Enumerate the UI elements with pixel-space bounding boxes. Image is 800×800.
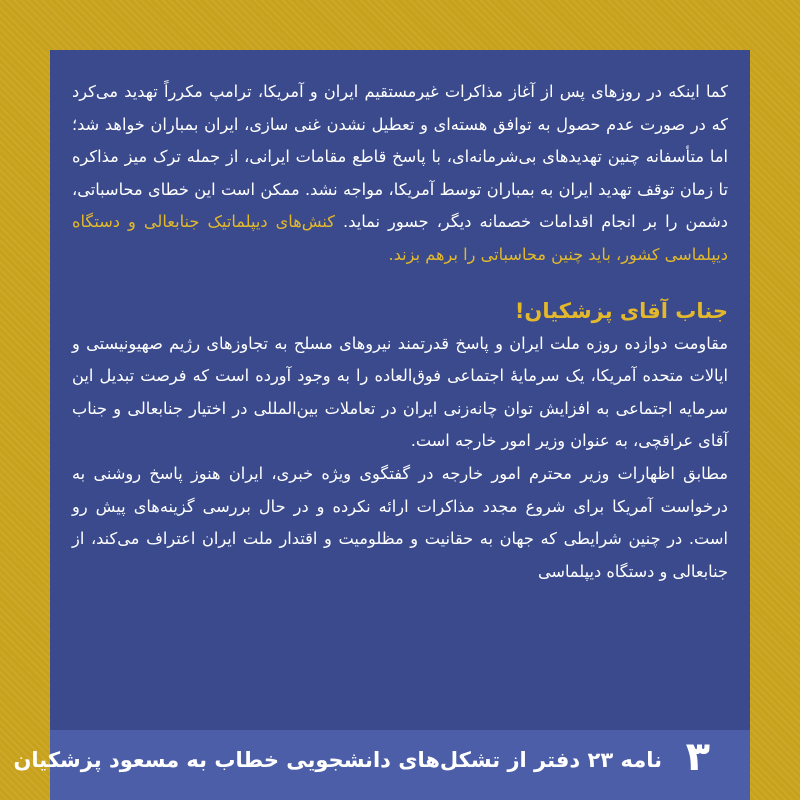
article-body <box>72 76 728 588</box>
article-card <box>50 50 750 730</box>
footer-title: نامه ۲۳ دفتر از تشکل‌های دانشجویی خطاب به مسعود پزشکیان <box>13 748 662 772</box>
paragraph-1-highlight: کنش‌های دیپلماتیک جنابعالی و دستگاه دیپلماسی کشور، باید چنین محاسباتی را برهم بزند. <box>72 212 728 264</box>
paragraph-3: مطابق اظهارات وزیر محترم امور خارجه در گفتگوی ویژه خبری، ایران هنوز پاسخ روشنی به درخواست آمریکا برای شروع مجدد مذاکرات ارائه نکرده و در حال بررسی گزینه‌های پیش رو است. در چنین شرایطی که جهان به حقانیت و مظلومیت و اقتدار ملت ایران اعتراف می‌کند، از جنابعالی و دستگاه دیپلماسی <box>72 463 728 581</box>
paragraph-2: مقاومت دوازده روزه ملت ایران و پاسخ قدرتمند نیروهای مسلح به تجاوزهای رژیم صهیونیستی و ایالات متحده آمریکا، یک سرمایهٔ اجتماعی فوق‌العاده را به وجود آورده است که فرصت تبدیل این سرمایه اجتماعی به افزایش توان چانه‌زنی ایران در تعاملات بین‌المللی در اختیار جنابعالی و جناب آقای عراقچی، به عنوان وزیر امور خارجه است. <box>72 333 728 451</box>
paragraph-1 <box>72 76 728 272</box>
paragraph-1-text: کما اینکه در روزهای پس از آغاز مذاکرات غیرمستقیم ایران و آمریکا، ترامپ مکرراً تهدید می‌کرد که در صورت عدم حصول به توافق هسته‌ای و تعطیل نشدن غنی سازی، ایران بمباران خواهد شد؛ اما متأسفانه چنین تهدیدهای بی‌شرمانه‌ای، با پاسخ قاطع مقامات ایرانی، از جمله ترک میز مذاکره تا زمان توقف تهدید ایران به بمباران توسط آمریکا، مواجه نشد. ممکن است این خطای محاسباتی، دشمن را بر انجام اقدامات خصمانه دیگر، جسور نماید. <box>72 82 728 232</box>
footer-bar <box>13 730 750 800</box>
page-number: ۳ <box>685 734 710 780</box>
section-heading: جناب آقای پزشکیان! <box>514 298 728 323</box>
